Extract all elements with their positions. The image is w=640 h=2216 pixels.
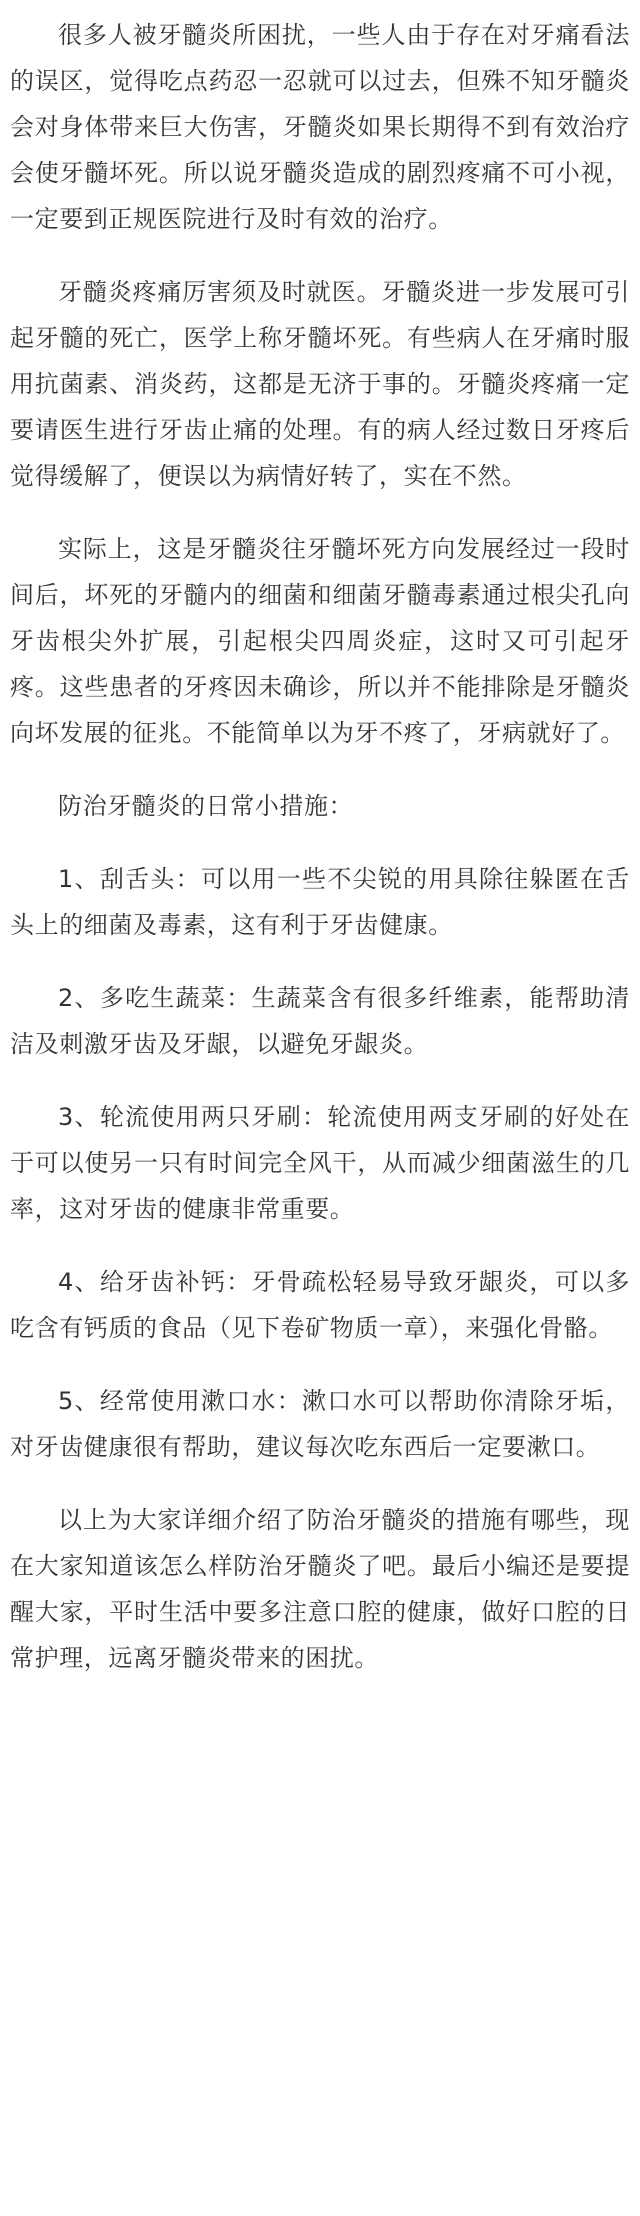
tip-item-2: 2、多吃生蔬菜：生蔬菜含有很多纤维素，能帮助清洁及刺激牙齿及牙龈，以避免牙龈炎。 (10, 984, 630, 1058)
conclusion-paragraph: 以上为大家详细介绍了防治牙髓炎的措施有哪些，现在大家知道该怎么样防治牙髓炎了吧。最后小编还是要提醒大家，平时生活中要多注意口腔的健康，做好口腔的日常护理，远离牙髓炎带来的困扰。 (10, 1506, 630, 1672)
tip-item-3: 3、轮流使用两只牙刷：轮流使用两支牙刷的好处在于可以使另一只有时间完全风干，从而减少细菌滋生的几率，这对牙齿的健康非常重要。 (10, 1103, 630, 1223)
intro-paragraph: 很多人被牙髓炎所困扰，一些人由于存在对牙痛看法的误区，觉得吃点药忍一忍就可以过去，但殊不知牙髓炎会对身体带来巨大伤害，牙髓炎如果长期得不到有效治疗会使牙髓坏死。所以说牙髓炎造成的剧烈疼痛不可小视，一定要到正规医院进行及时有效的治疗。 (10, 21, 630, 233)
prevention-heading: 防治牙髓炎的日常小措施： (58, 792, 354, 820)
tip-item-1: 1、刮舌头：可以用一些不尖锐的用具除往躲匿在舌头上的细菌及毒素，这有利于牙齿健康。 (10, 865, 630, 939)
tip-item-4: 4、给牙齿补钙：牙骨疏松轻易导致牙龈炎，可以多吃含有钙质的食品（见下卷矿物质一章），来强化骨骼。 (10, 1268, 630, 1342)
seek-treatment-paragraph: 牙髓炎疼痛厉害须及时就医。牙髓炎进一步发展可引起牙髓的死亡，医学上称牙髓坏死。有些病人在牙痛时服用抗菌素、消炎药，这都是无济于事的。牙髓炎疼痛一定要请医生进行牙齿止痛的处理。有的病人经过数日牙疼后觉得缓解了，便误以为病情好转了，实在不然。 (10, 278, 630, 490)
pulp-necrosis-paragraph: 实际上，这是牙髓炎往牙髓坏死方向发展经过一段时间后，坏死的牙髓内的细菌和细菌牙髓毒素通过根尖孔向牙齿根尖外扩展，引起根尖四周炎症，这时又可引起牙疼。这些患者的牙疼因未确诊，所以并不能排除是牙髓炎向坏发展的征兆。不能简单以为牙不疼了，牙病就好了。 (10, 535, 630, 747)
tip-item-5: 5、经常使用漱口水：漱口水可以帮助你清除牙垢，对牙齿健康很有帮助，建议每次吃东西后一定要漱口。 (10, 1387, 630, 1461)
